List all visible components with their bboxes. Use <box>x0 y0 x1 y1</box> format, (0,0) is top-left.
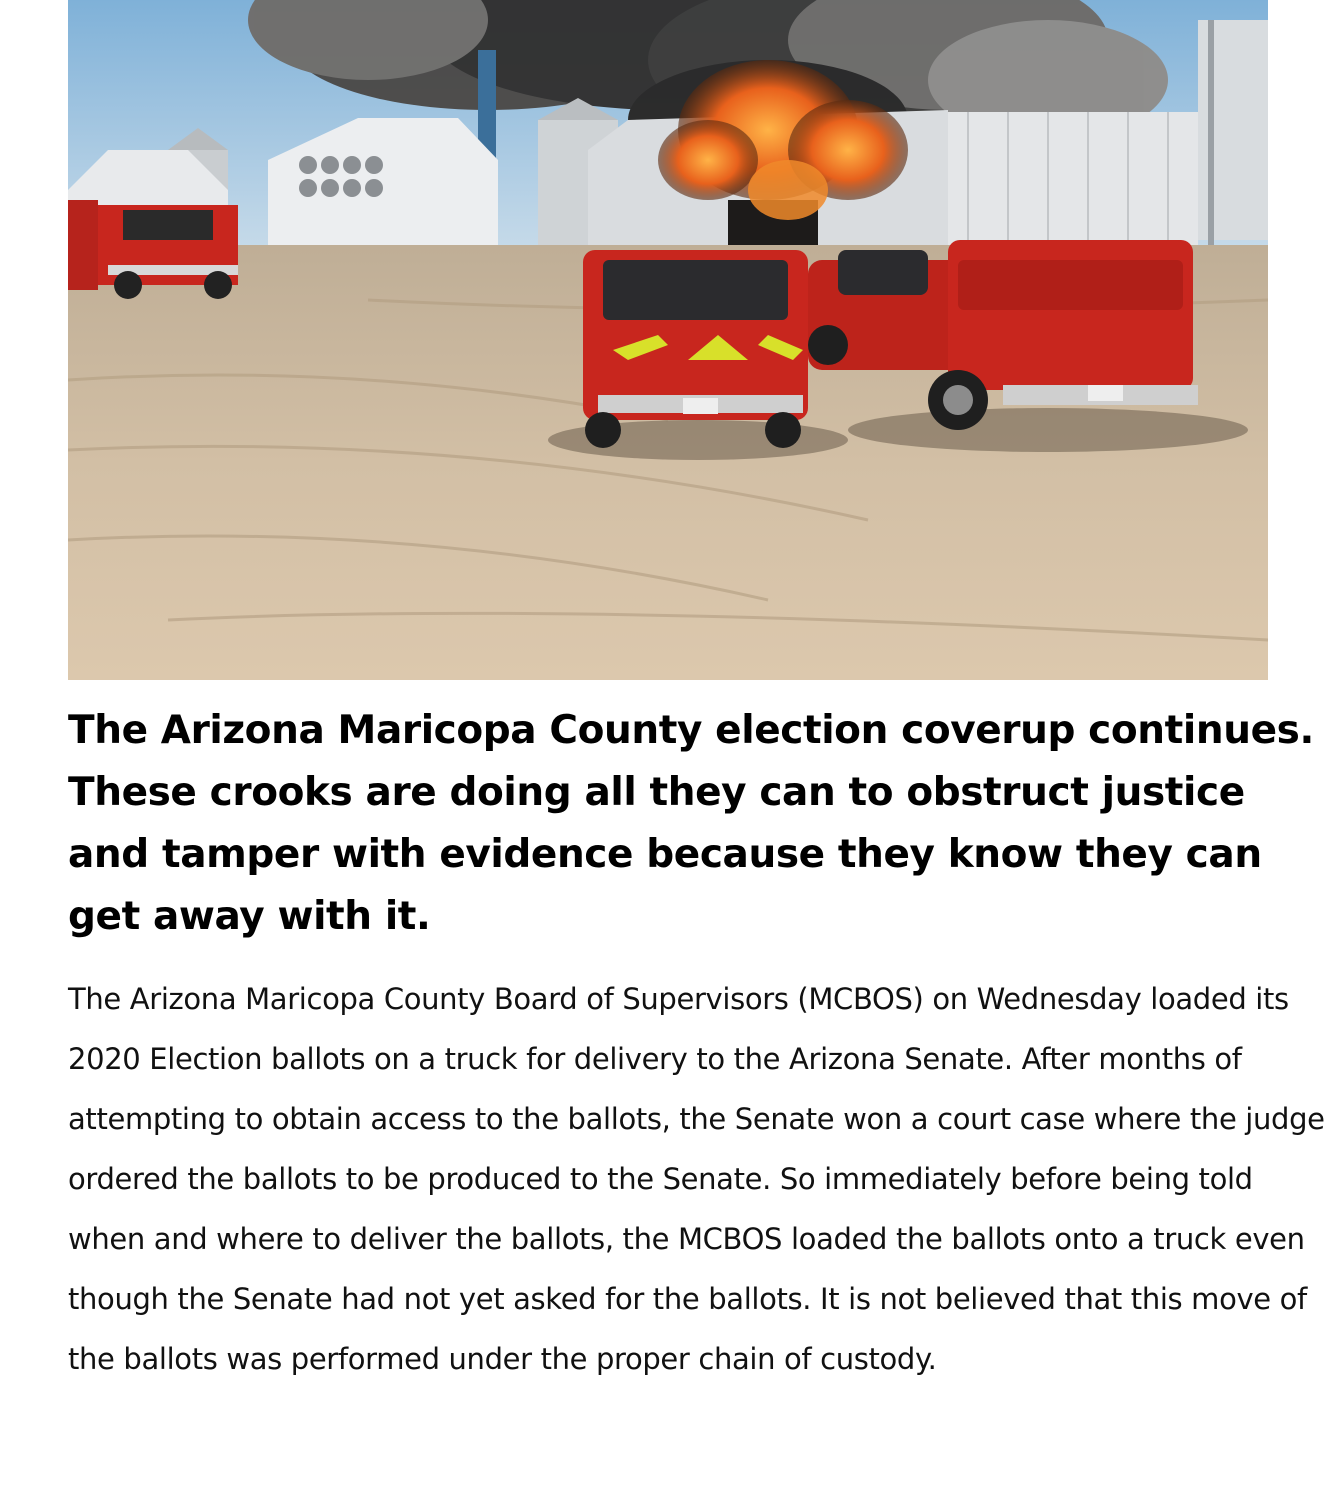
article-photo <box>68 0 1268 680</box>
pickup-truck-2 <box>808 240 1248 452</box>
article-headline: The Arizona Maricopa County election coverup continues. These crooks are doing all they can to obstruct justice and tamper with evidence because they know they can get away with it. <box>68 708 1314 939</box>
article-body: The Arizona Maricopa County Board of Supervisors (MCBOS) on Wednesday loaded its 2020 Election ballots on a truck for delivery to the Arizona Senate. After months of attempting to obtain access to the ballots, the Senate won a court case where the judge ordered the ballots to be produced to the Senate. So immediately before being told when and where to deliver the ballots, the MCBOS loaded the ballots onto a truck even though the Senate had not yet asked for the ballots. It is not believed that this move of the ballots was performed under the proper chain of custody. <box>68 982 1325 1376</box>
pickup-truck-1 <box>548 250 848 460</box>
fire-scene-illustration <box>68 0 1268 680</box>
fire-engine <box>68 200 238 299</box>
